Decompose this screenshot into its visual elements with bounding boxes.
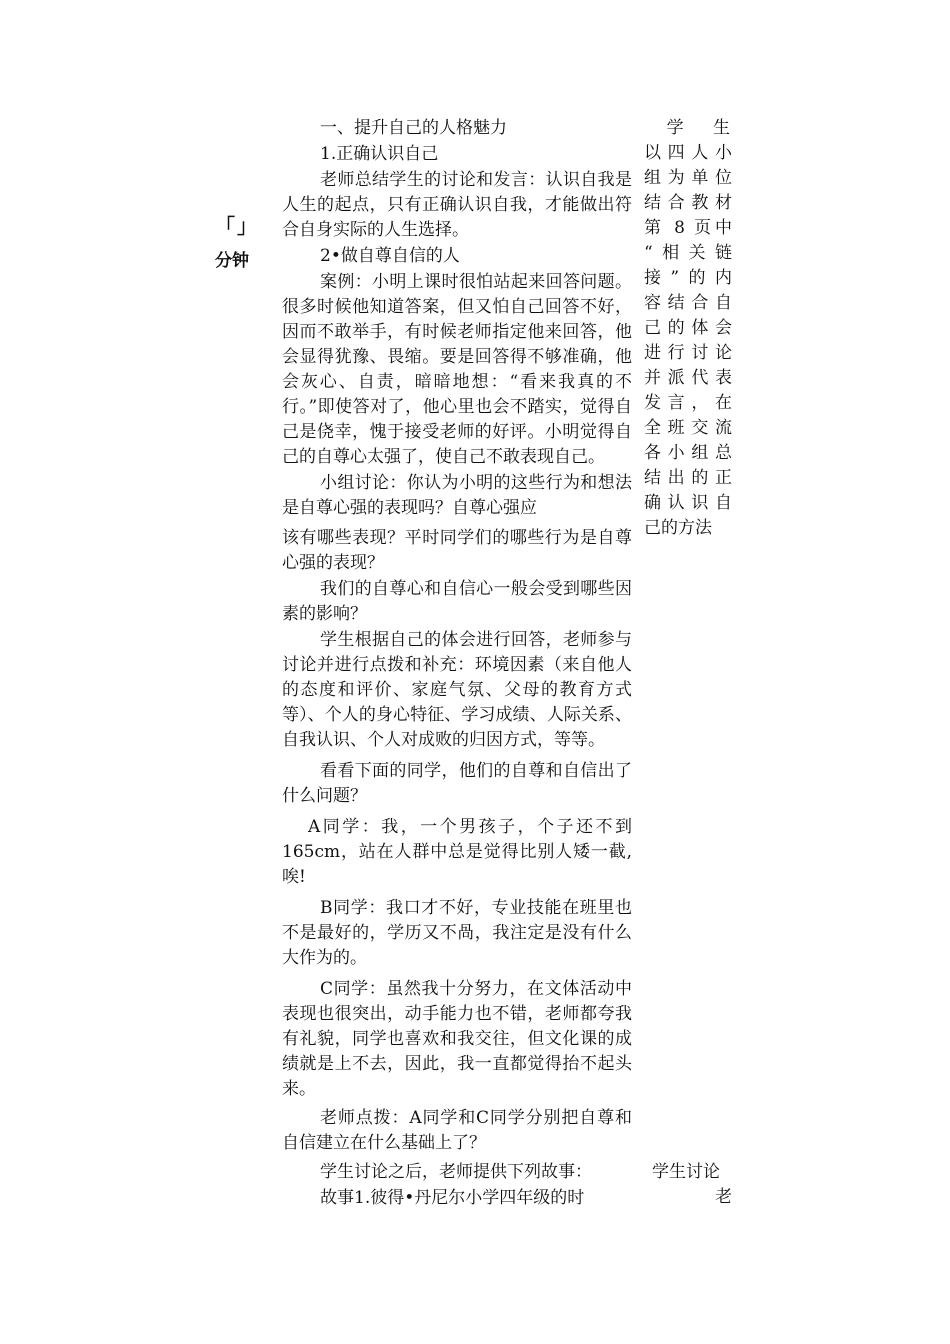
side-line: 结合教材 [644,193,732,213]
side-line: 组为单位 [644,168,732,188]
side-line: 己的方法 [644,518,712,538]
point-2-heading: 2•做自尊自信的人 [320,246,460,266]
student-b-paragraph: B同学：我口才不好，专业技能在班里也不是最好的，学历又不咼，我注定是没有什么大作为的。 [282,898,632,968]
minutes-label: 分钟 [215,251,249,271]
activity-side-column-bottom [652,1160,732,1210]
side-line: 进行讨论 [644,343,732,363]
side-line: 并派代表 [644,368,732,388]
teacher-summary-paragraph: 老师总结学生的讨论和发言：认识自我是人生的起点，只有正确认识自我，才能做出符合自身实际的人生选择。 [282,170,632,240]
activity-side-column [644,116,742,541]
group-discussion-paragraph-a: 小组讨论：你认为小明的这些行为和想法是自尊心强的表现吗？自尊心强应 [282,473,632,518]
influence-question-paragraph: 我们的自尊心和自信心一般会受到哪些因素的影响？ [282,579,632,624]
side-line: 结出的正 [644,468,732,488]
point-1-heading: 1.正确认识自己 [320,144,439,164]
side-line: 各小组总 [644,443,732,463]
side-line: 容结合自 [644,293,732,313]
student-a-paragraph: A同学：我，一个男孩子，个子还不到165cm，站在人群中总是觉得比别人矮一截,唉! [282,817,632,887]
side-line: 接”的内 [644,268,732,288]
side-line: 发言，在 [644,393,732,413]
group-discussion-paragraph-b: 该有哪些表现？平时同学们的哪些行为是自尊心强的表现？ [282,528,632,573]
time-bracket: 「」 [215,214,259,238]
side-line: “相关链 [644,243,732,263]
student-c-paragraph: C同学：虽然我十分努力，在文体活动中表现也很突出，动手能力也不错，老师都夸我有礼貌，同学也喜欢和我交往，但文化课的成绩就是上不去，因此，我一直都觉得抬不起头来。 [282,979,632,1099]
story-1-paragraph: 故事1.彼得•丹尼尔小学四年级的时 [320,1188,585,1208]
story-intro-paragraph: 学生讨论之后，老师提供下列故事： [320,1162,592,1182]
side-line: 己的体会 [644,318,732,338]
student-answer-paragraph: 学生根据自己的体会进行回答，老师参与讨论并进行点拨和补充：环境因素（来自他人的态度和评价、家庭气氛、父母的教育方式等）、个人的身心特征、学习成绩、人际关系、自我认识、个人对成败的归因方式，等等。 [282,630,632,750]
side-line: 以四人小 [644,143,732,163]
side-line: 确认识自 [644,493,732,513]
main-content-column [282,116,632,1212]
side-line: 学 生 [666,118,742,138]
side-line: 第 8 页中 [644,218,732,238]
side-line: 全班交流 [644,418,732,438]
case-paragraph: 案例：小明上课时很怕站起来回答问题。很多时候他知道答案，但又怕自己回答不好，因而不敢举手，有时候老师指定他来回答，他会显得犹豫、畏缩。要是回答得不够准确，他会灰心、自责，暗暗地想：“看来我真的不行。”即使答对了，他心里也会不踏实，觉得自己是侥幸，愧于接受老师的好评。小明觉得自己的自尊心太强了，使自己不敢表现自己。 [282,272,632,467]
section-title: 一、提升自己的人格魅力 [320,118,507,138]
time-column [215,212,265,276]
side-bottom-line-1: 学生讨论 [652,1162,720,1182]
side-bottom-line-2: 老 [715,1187,732,1207]
look-question-paragraph: 看看下面的同学，他们的自尊和自信出了什么问题？ [282,761,632,806]
teacher-hint-paragraph: 老师点拨：A同学和C同学分别把自尊和自信建立在什么基础上了？ [282,1108,632,1153]
